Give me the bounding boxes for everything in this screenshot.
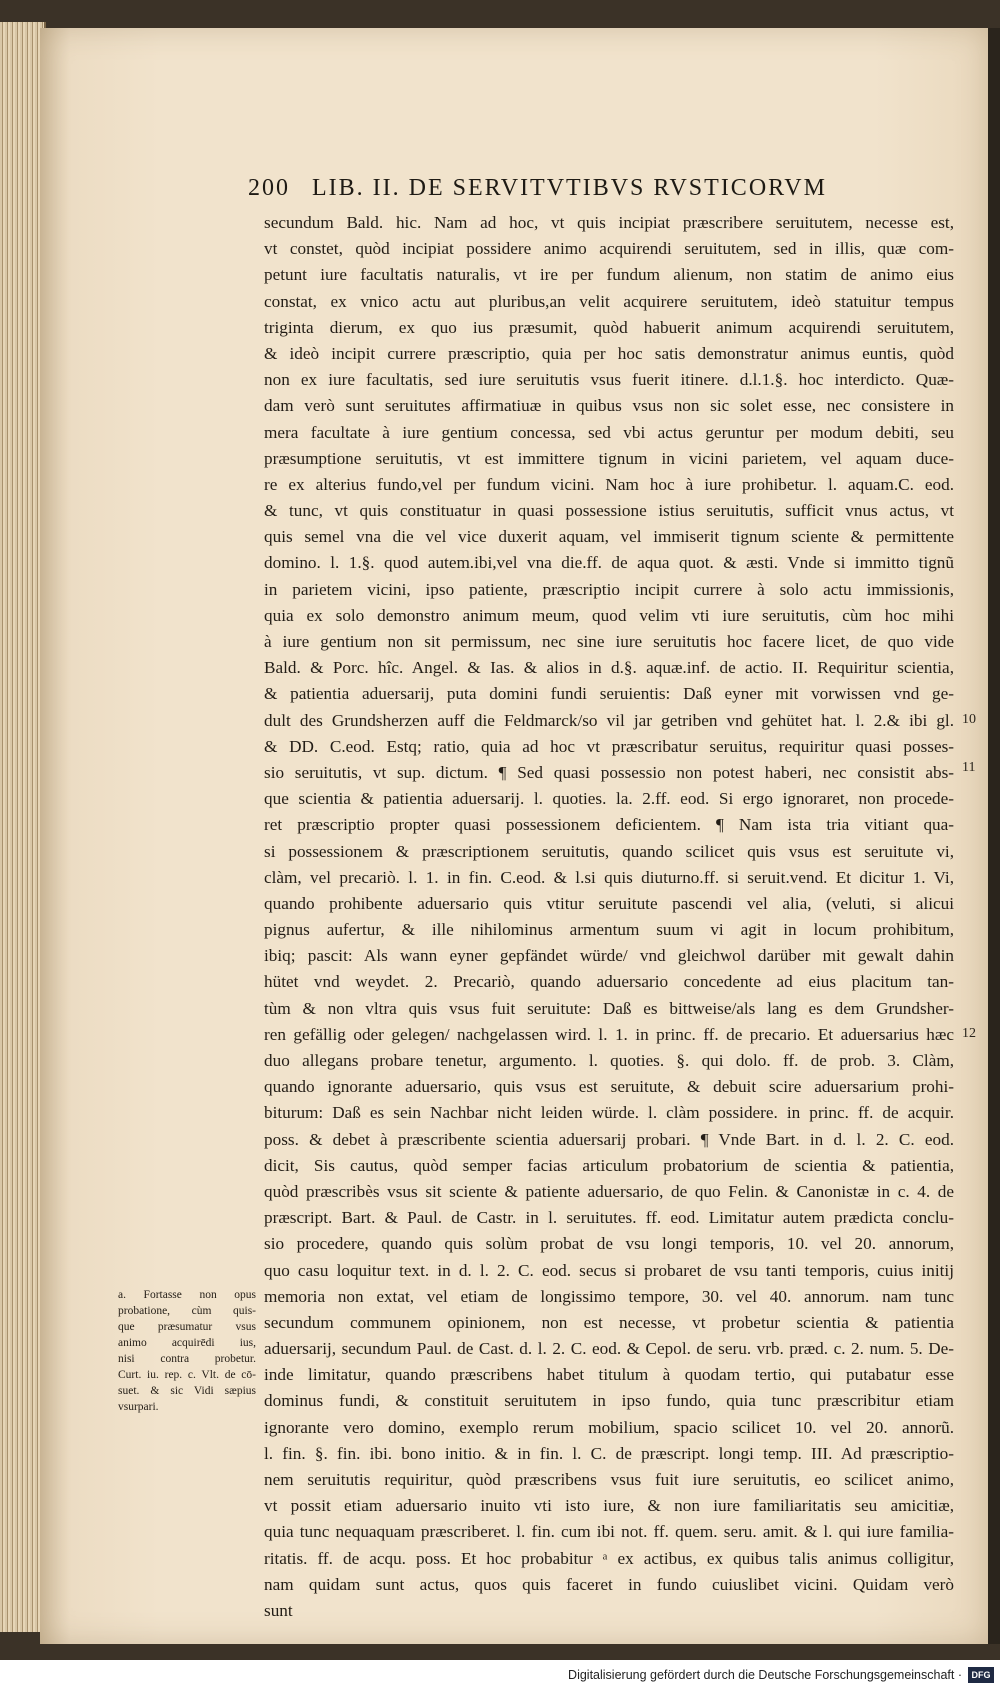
- text-line: quis semel vna die vel vice duxerit aquam, vel immiserit tignum sciente & permittente: [264, 527, 954, 547]
- text-line: aduersarij, secundum Paul. de Cast. d. l. 2. C. eod. & Cepol. de seru. vrb. præd. c. 2. num. 5. De-: [264, 1339, 954, 1359]
- text-line: ritatis. ff. de acqu. poss. Et hoc probabitur ᵃ ex actibus, ex quibus talis animus colligitur,: [264, 1548, 954, 1568]
- text-line: & tunc, vt quis constituatur in quasi possessione istius seruitutis, sufficit vnus actus, vt: [264, 501, 954, 521]
- side-note-line: que præsumatur vsus: [118, 1321, 256, 1333]
- running-title: LIB. II. DE SERVITVTIBVS RVSTICORVM: [312, 175, 827, 201]
- page-number: 200: [248, 175, 290, 201]
- margin-number: 10: [962, 712, 976, 727]
- text-line: si possessionem & præscriptionem seruitutis, quando scilicet quis vsus est seruitute vi,: [264, 841, 954, 861]
- text-line: inde limitatur, quando præscribens habet titulum à quodam tertio, qui putabatur esse: [264, 1365, 954, 1385]
- footer-credit: Digitalisierung gefördert durch die Deutsche Forschungsgemeinschaft ·: [568, 1668, 962, 1682]
- margin-number: 11: [962, 760, 976, 775]
- text-line: l. fin. §. fin. ibi. bono initio. & in fin. l. C. de præscript. longi temp. III. Ad præscriptio-: [264, 1443, 954, 1463]
- text-line: triginta dierum, ex quo ius præsumit, quòd habuerit animum acquirendi seruitutem,: [264, 317, 954, 337]
- text-line: secundum Bald. hic. Nam ad hoc, vt quis incipiat præscribere seruitutem, necesse est,: [264, 213, 954, 232]
- text-line: que scientia & patientia aduersarij. l. quoties. la. 2.ff. eod. Si ergo ignoraret, non procede-: [264, 789, 954, 809]
- text-line: tùm & non vltra quis vsus fuit seruitute: Daß es bittweise/als lang es dem Grundsher-: [264, 998, 954, 1018]
- text-line: sio seruitutis, vt sup. dictum. ¶ Sed quasi possessio non potest haberi, nec consistit abs-: [264, 762, 954, 782]
- text-line: sunt: [264, 1600, 293, 1620]
- text-line: Bald. & Porc. hîc. Angel. & Ias. & alios in d.§. aquæ.inf. de actio. II. Requiritur scientia,: [264, 658, 954, 678]
- side-note-line: nisi contra probetur.: [118, 1353, 256, 1365]
- text-line: poss. & debet à præscribente scientia aduersarij probari. ¶ Vnde Bart. in d. l. 2. C. eod.: [264, 1129, 954, 1149]
- text-line: à iure gentium non sit permissum, nec sine iure seruitutis hoc facere licet, de quo vide: [264, 632, 954, 651]
- text-line: dominus fundi, & constituit seruitutem in ipso fundo, quia tunc præscribitur etiam: [264, 1391, 954, 1411]
- text-line: quando prohibente aduersario quis vtitur seruitute pascendi vel alia, (veluti, si alicui: [264, 893, 954, 913]
- text-line: & ideò incipit currere præscriptio, quia per hoc satis demonstratur animus euntis, quòd: [264, 343, 954, 363]
- text-line: memoria non extat, vel etiam de longissimo tempore, 30. vel 40. annorum. nam tunc: [264, 1286, 954, 1306]
- text-line: ren gefällig oder gelegen/ nachgelassen wird. l. 1. in princ. ff. de precario. Et aduersarius hæc: [264, 1024, 954, 1044]
- text-line: pignus aufertur, & ille nihilominus armentum suum vi agit in locum prohibitum,: [264, 920, 954, 940]
- text-line: re ex alterius fundo,vel per fundum vicini. Nam hoc à iure prohibetur. l. aquam.C. eod.: [264, 474, 954, 494]
- running-header: [248, 175, 948, 205]
- text-line: ignorante vero domino, exemplo rerum mobilium, spacio scilicet 10. vel 20. annorũ.: [264, 1417, 954, 1437]
- text-line: vt constet, quòd incipiat possidere animo acquirendi seruitutem, sed in illis, quæ com-: [264, 239, 954, 259]
- side-note-line: Curt. iu. rep. c. Vlt. de cō-: [118, 1369, 256, 1381]
- body-text: [264, 210, 954, 1624]
- book-binding-edge: [988, 28, 1000, 1644]
- text-line: quando ignorante aduersario, quis vsus est seruitute, & debuit scire aduersarium prohi-: [264, 1077, 954, 1097]
- text-line: vt possit etiam aduersario inuito vti isto iure, & non iure familiaritatis seu amicitiæ,: [264, 1496, 954, 1516]
- text-line: clàm, vel precariò. l. 1. in fin. C.eod. & l.si quis diuturno.ff. si seruit.vend. Et dicitur 1. Vi,: [264, 867, 954, 887]
- text-line: ibiq; pascit: Als wann eyner gepfändet würde/ vnd gleichwol darüber mit gewalt dahin: [264, 946, 954, 966]
- text-line: secundum communem opinionem, non est necesse, vt probetur scientia & patientia: [264, 1312, 954, 1332]
- text-line: dam verò sunt seruitutes affirmatiuæ in quibus vsus non sic solet esse, nec consistere in: [264, 396, 954, 416]
- text-line: hütet vnd weydet. 2. Precariò, quando aduersario concedente ad eius placitum tan-: [264, 972, 954, 992]
- text-line: quo casu loquitur text. in d. l. 2. C. eod. secus si probaret de vsu tanti temporis, cuius initij: [264, 1260, 954, 1280]
- text-line: quia ex solo demonstro animum meum, quod velim vti iure seruitutis, cùm hoc mihi: [264, 605, 954, 625]
- text-line: & patientia aduersarij, puta domini fundi seruientis: Daß eyner mit vorwissen vnd ge-: [264, 684, 954, 704]
- text-line: quòd præscribès vsus sit sciente & patiente aduersario, de quo Felin. & Canonistæ in c. 4. de: [264, 1181, 954, 1201]
- text-line: dult des Grundsherzen auff die Feldmarck/so vil jar getriben vnd gehütet hat. l. 2.& ibi gl.: [264, 710, 954, 730]
- side-note-line: vsurpari.: [118, 1401, 159, 1413]
- text-line: præsumptione seruitutis, vt est immittere tignum in vicini parietem, vel aquam duce-: [264, 448, 954, 468]
- text-line: duo allegans probare tenetur, argumento. l. quoties. §. qui dolo. ff. de prob. 3. Clàm,: [264, 1051, 954, 1070]
- text-line: & DD. C.eod. Estq; ratio, quia ad hoc vt præscribatur seruitus, requiritur quasi posses-: [264, 736, 954, 756]
- text-line: constat, ex vnico actu aut pluribus,an velit acquirere seruitutem, ideò statuitur tempus: [264, 291, 954, 311]
- side-note: [118, 1287, 256, 1415]
- side-note-line: suet. & sic Vidi sæpius: [118, 1385, 256, 1397]
- dfg-logo: DFG: [968, 1667, 994, 1683]
- text-line: domino. l. 1.§. quod autem.ibi,vel vna die.ff. de aqua quot. & æsti. Vnde si immitto tignũ: [264, 553, 954, 573]
- text-line: mera facultate à iure gentium concessa, sed vbi actus geruntur per modum debiti, seu: [264, 422, 954, 442]
- footer-bar: [0, 1660, 1000, 1694]
- text-line: dicit, Sis cautus, quòd semper facias articulum probatorium de scientia & patientia,: [264, 1155, 954, 1175]
- text-line: petunt iure facultatis naturalis, vt ire per fundum alienum, non statim de animo eius: [264, 265, 954, 285]
- text-line: sio procedere, quando quis solùm probat de vsu longi temporis, 10. vel 20. annorum,: [264, 1234, 954, 1254]
- text-line: quia tunc nequaquam præscriberet. l. fin. cum ibi not. ff. quem. seru. amit. & l. qui iure familia-: [264, 1522, 954, 1542]
- text-line: nam quidam sunt actus, quos quis faceret in fundo cuiuslibet vicini. Quidam verò: [264, 1574, 954, 1594]
- margin-number: 12: [962, 1026, 976, 1041]
- text-line: non ex iure facultatis, sed iure seruitutis vsus fuerit itinere. d.l.1.§. hoc interdicto. Quæ-: [264, 370, 954, 390]
- side-note-line: a. Fortasse non opus: [118, 1289, 256, 1301]
- text-line: in parietem vicini, ipso patiente, præscriptio incipit currere à solo actu immissionis,: [264, 579, 954, 599]
- text-line: ret præscriptio propter quasi possessionem deficientem. ¶ Nam ista tria vitiant qua-: [264, 815, 954, 835]
- text-line: biturum: Daß es sein Nachbar nicht leiden würde. l. clàm possidere. in princ. ff. de acquir.: [264, 1103, 954, 1123]
- side-note-line: animo acquirēdi ius,: [118, 1337, 256, 1349]
- side-note-line: probatione, cùm quis-: [118, 1305, 256, 1317]
- text-line: præscript. Bart. & Paul. de Castr. in l. seruitutes. ff. eod. Limitatur autem prædicta conclu-: [264, 1208, 954, 1228]
- text-line: nem seruitutis requiritur, quòd præscribens vsus fuit iure seruitutis, eo scilicet animo,: [264, 1470, 954, 1489]
